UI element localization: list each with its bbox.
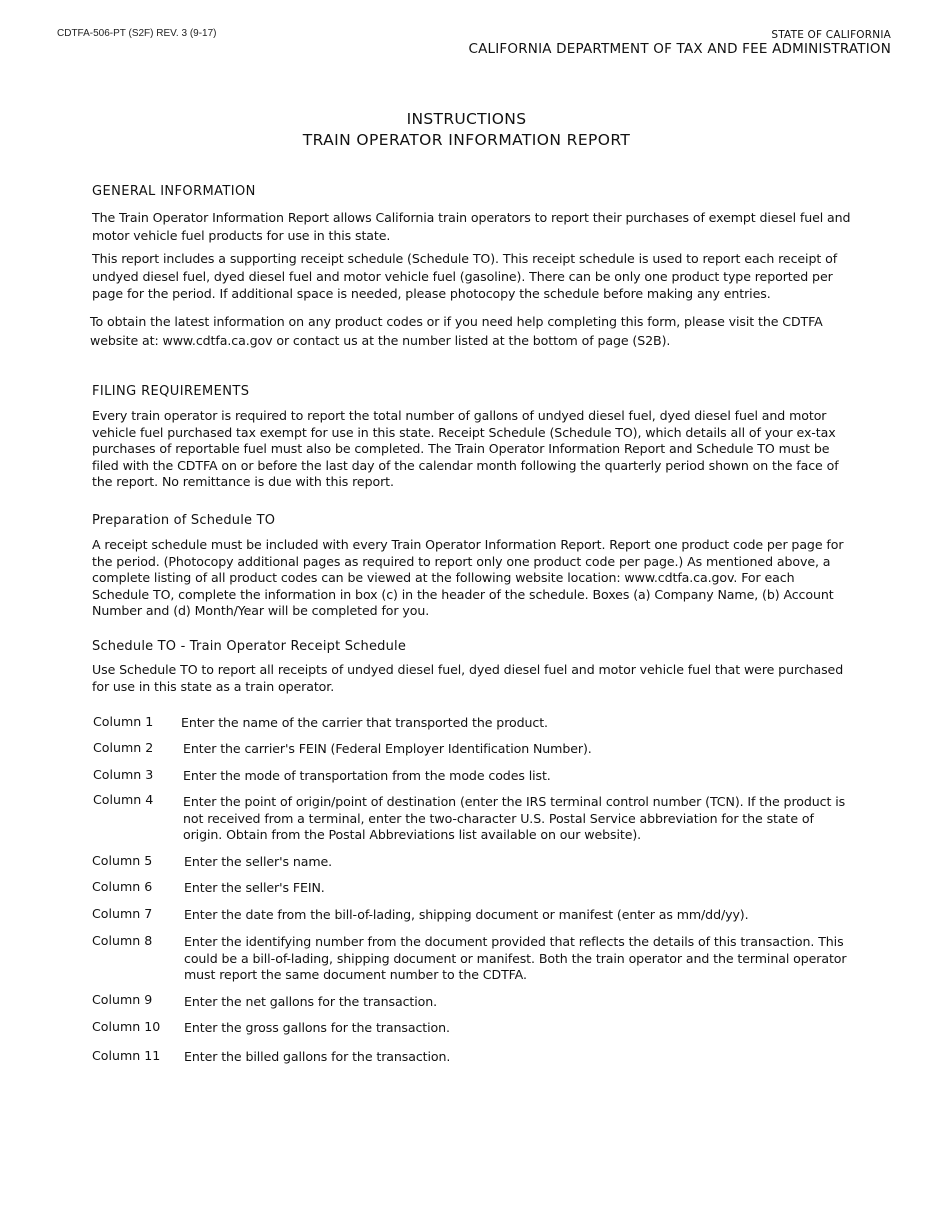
column-label: Column 1 bbox=[93, 714, 154, 729]
column-instruction: Enter the carrier's FEIN (Federal Employer Identification Number). bbox=[183, 741, 592, 756]
column-instruction: Enter the identifying number from the document provided that reflects the details of this transaction. This could be a bill-of-lading, shipping document or manifest. Both the train operator and the terminal operator must report the same document number to the CDTFA. bbox=[184, 934, 847, 982]
general-information-heading: GENERAL INFORMATION bbox=[92, 184, 256, 199]
schedule-to-paragraph: Use Schedule TO to report all receipts of undyed diesel fuel, dyed diesel fuel and motor vehicle fuel that were purchased for use in this state as a train operator. bbox=[92, 662, 844, 694]
column-label: Column 11 bbox=[92, 1048, 161, 1063]
column-label: Column 9 bbox=[92, 992, 153, 1007]
column-label: Column 10 bbox=[92, 1019, 161, 1034]
column-instruction: Enter the net gallons for the transaction. bbox=[184, 994, 438, 1009]
column-instruction: Enter the date from the bill-of-lading, shipping document or manifest (enter as mm/dd/yy). bbox=[184, 907, 749, 922]
preparation-paragraph: A receipt schedule must be included with every Train Operator Information Report. Report one product code per page for the period. (Photocopy additional pages as required to report only one product code per page.) As mentioned above, a complete listing of all product codes can be viewed at the following website location: www.cdtfa.ca.gov. For each Schedule TO, complete the information in box (c) in the header of the schedule. Boxes (a) Company Name, (b) Account Number and (d) Month/Year will be completed for you. bbox=[92, 537, 844, 618]
column-instruction: Enter the seller's FEIN. bbox=[184, 880, 325, 895]
state-label: STATE OF CALIFORNIA bbox=[771, 29, 891, 41]
column-label: Column 4 bbox=[93, 792, 154, 807]
preparation-heading: Preparation of Schedule TO bbox=[92, 513, 276, 528]
column-instruction: Enter the seller's name. bbox=[184, 854, 333, 869]
general-paragraph-3: To obtain the latest information on any product codes or if you need help completing this form, please visit the CDTFA website at: www.cdtfa.ca.gov or contact us at the number listed at the bottom of page (S2B). bbox=[90, 314, 823, 348]
column-instruction: Enter the mode of transportation from the mode codes list. bbox=[183, 768, 551, 783]
column-label: Column 8 bbox=[92, 933, 153, 948]
page-title-report: TRAIN OPERATOR INFORMATION REPORT bbox=[302, 131, 631, 149]
column-label: Column 3 bbox=[93, 767, 154, 782]
form-number: CDTFA-506-PT (S2F) REV. 3 (9-17) bbox=[57, 28, 217, 39]
column-instruction: Enter the name of the carrier that transported the product. bbox=[181, 715, 548, 730]
column-label: Column 5 bbox=[92, 853, 153, 868]
page-title-instructions: INSTRUCTIONS bbox=[406, 110, 527, 128]
column-label: Column 7 bbox=[92, 906, 153, 921]
column-label: Column 2 bbox=[93, 740, 154, 755]
schedule-to-heading: Schedule TO - Train Operator Receipt Schedule bbox=[92, 639, 407, 654]
filing-paragraph: Every train operator is required to report the total number of gallons of undyed diesel fuel, dyed diesel fuel and motor vehicle fuel purchased tax exempt for use in this state. Receipt Schedule (Schedule TO), which details all of your ex-tax purchases of reportable fuel must also be completed. The Train Operator Information Report and Schedule TO must be filed with the CDTFA on or before the last day of the calendar month following the quarterly period shown on the face of the report. No remittance is due with this report. bbox=[92, 408, 839, 489]
general-paragraph-2: This report includes a supporting receipt schedule (Schedule TO). This receipt schedule is used to report each receipt of undyed diesel fuel, dyed diesel fuel and motor vehicle fuel (gasoline). There can be only one product type reported per page for the period. If additional space is needed, please photocopy the schedule before making any entries. bbox=[92, 251, 838, 301]
column-instruction: Enter the billed gallons for the transaction. bbox=[184, 1049, 451, 1064]
department-name: CALIFORNIA DEPARTMENT OF TAX AND FEE ADMINISTRATION bbox=[468, 41, 891, 57]
general-paragraph-1: The Train Operator Information Report allows California train operators to report their purchases of exempt diesel fuel and motor vehicle fuel products for use in this state. bbox=[92, 210, 851, 243]
filing-requirements-heading: FILING REQUIREMENTS bbox=[92, 384, 250, 399]
column-instruction: Enter the gross gallons for the transaction. bbox=[184, 1020, 450, 1035]
column-label: Column 6 bbox=[92, 879, 153, 894]
column-instruction: Enter the point of origin/point of destination (enter the IRS terminal control number (TCN). If the product is not received from a terminal, enter the two-character U.S. Postal Service abbreviation for the state of origin. Obtain from the Postal Abbreviations list available on our website). bbox=[183, 794, 846, 842]
